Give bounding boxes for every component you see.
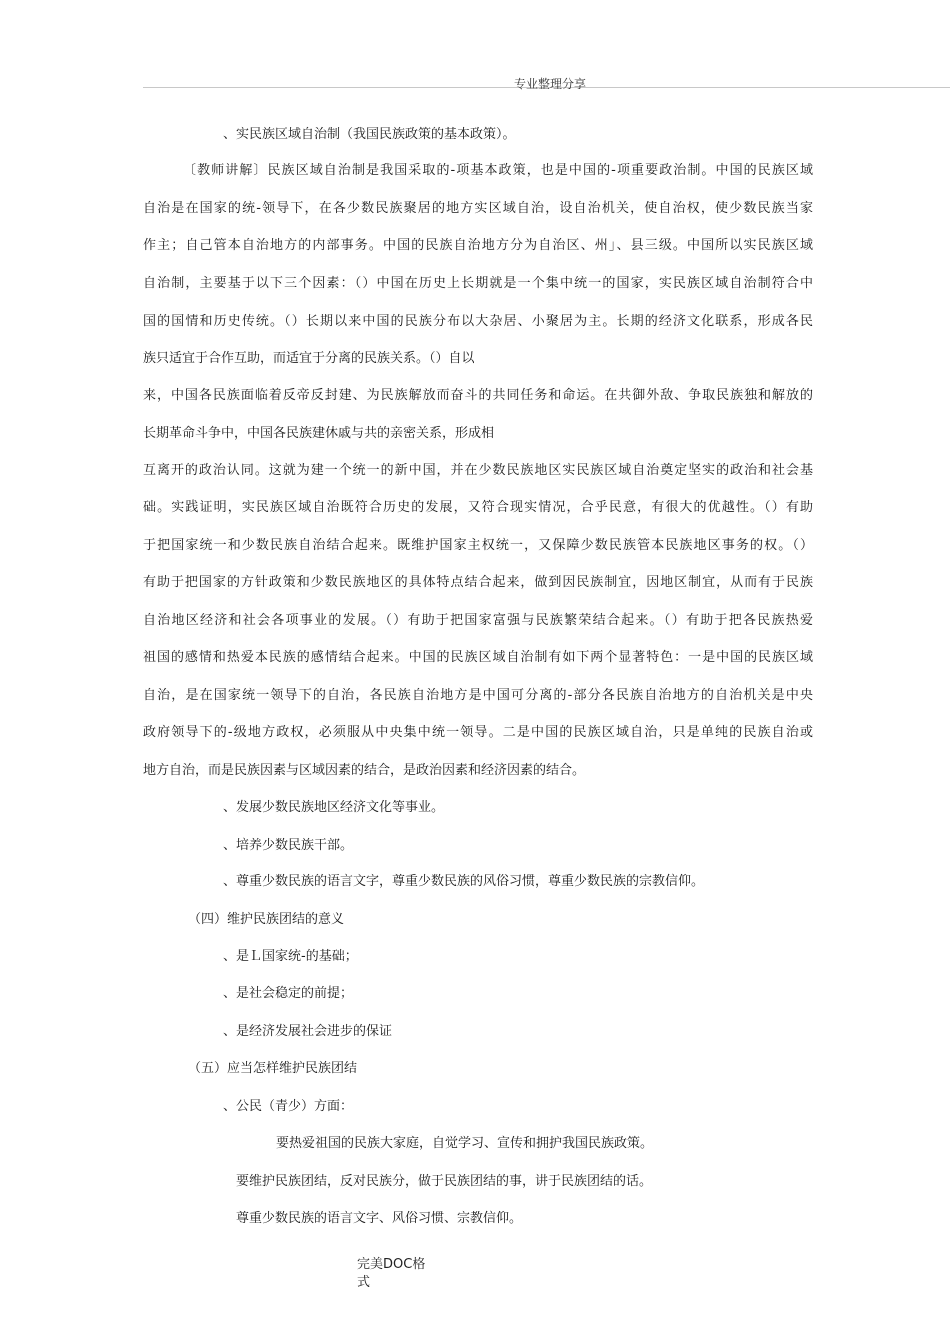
text-line: 来，中国各民族面临着反帝反封建、为民族解放而奋斗的共同任务和命运。在共御外敌、争取民族独和解放的 (143, 388, 813, 403)
list-item: 、发展少数民族地区经济文化等事业。 (223, 800, 445, 815)
list-item: 、是Ｌ国家统-的基础； (223, 949, 358, 964)
text-line: 互离开的政治认同。这就为建一个统一的新中国，并在少数民族地区实民族区域自治奠定坚实的政治和社会基 (143, 463, 813, 478)
list-item: 、培养少数民族干部。 (223, 838, 354, 853)
text-line: 地方自治，而是民族因素与区域因素的结合，是政治因素和经济因素的结合。 (143, 763, 586, 778)
list-item: 要维护民族团结，反对民族分，做于民族团结的事，讲于民族团结的话。 (236, 1174, 653, 1189)
text-line: 自治，是在国家统一领导下的自治，各民族自治地方是中国可分离的-部分各民族自治地方的自治机关是中央 (143, 688, 813, 703)
list-item: 、是经济发展社会进步的保证 (223, 1024, 393, 1039)
text-line: 族只适宜于合作互助，而适宜于分离的民族关系。（）自以 (143, 351, 475, 366)
text-line: 自治地区经济和社会各项事业的发展。（）有助于把国家富强与民族繁荣结合起来。（）有助于把各民族热爱 (143, 613, 813, 628)
text-line: 祖国的感情和热爱本民族的感情结合起来。中国的民族区域自治制有如下两个显著特色：一是中国的民族区域 (143, 650, 813, 665)
page-header: 专业整理分享 (514, 77, 587, 91)
text-line: 有助于把国家的方针政策和少数民族地区的具体特点结合起来，做到因民族制宜，因地区制宜，从而有于民族 (143, 575, 813, 590)
list-item: 、尊重少数民族的语言文字，尊重少数民族的风俗习惯，尊重少数民族的宗教信仰。 (223, 874, 705, 889)
section-heading: （五）应当怎样维护民族团结 (188, 1061, 358, 1076)
text-line: 长期革命斗争中，中国各民族建休戚与共的亲密关系，形成相 (143, 426, 495, 441)
text-line: 政府领导下的-级地方政权，必须服从中央集中统一领导。二是中国的民族区域自治，只是单纯的民族自治或 (143, 725, 813, 740)
text-line: 作主；自己管本自治地方的内部事务。中国的民族自治地方分为自治区、州」、县三级。中国所以实民族区域 (143, 238, 813, 253)
text-line: 国的国情和历史传统。（）长期以来中国的民族分布以大杂居、小聚居为主。长期的经济文化联系，形成各民 (143, 314, 813, 329)
page-footer: 完美DOC格式 (357, 1257, 426, 1290)
section-heading: （四）维护民族团结的意义 (188, 912, 345, 927)
text-line: 、实民族区域自治制（我国民族政策的基本政策）。 (223, 127, 516, 142)
text-line: 础。实践证明，实民族区域自治既符合历史的发展，又符合现实情况，合乎民意，有很大的优越性。（）有助 (143, 500, 813, 515)
list-item: 尊重少数民族的语言文字、风俗习惯、宗教信仰。 (236, 1211, 523, 1226)
text-line: 自治制，主要基于以下三个因素：（）中国在历史上长期就是一个集中统一的国家，实民族区域自治制符合中 (143, 276, 813, 291)
text-line: 〔教师讲解〕民族区域自治制是我国采取的-项基本政策，也是中国的-项重要政治制。中国的民族区域 (183, 163, 813, 178)
list-item: 、是社会稳定的前提； (223, 986, 354, 1001)
list-item: 要热爱祖国的民族大家庭，自觉学习、宣传和拥护我国民族政策。 (276, 1136, 654, 1151)
text-line: 自治是在国家的统-领导下，在各少数民族聚居的地方实区域自治，设自治机关，使自治权，使少数民族当家 (143, 201, 813, 216)
list-item: 、公民（青少）方面： (223, 1099, 354, 1114)
text-line: 于把国家统一和少数民族自治结合起来。既维护国家主权统一，又保障少数民族管本民族地区事务的权。（） (143, 538, 813, 553)
